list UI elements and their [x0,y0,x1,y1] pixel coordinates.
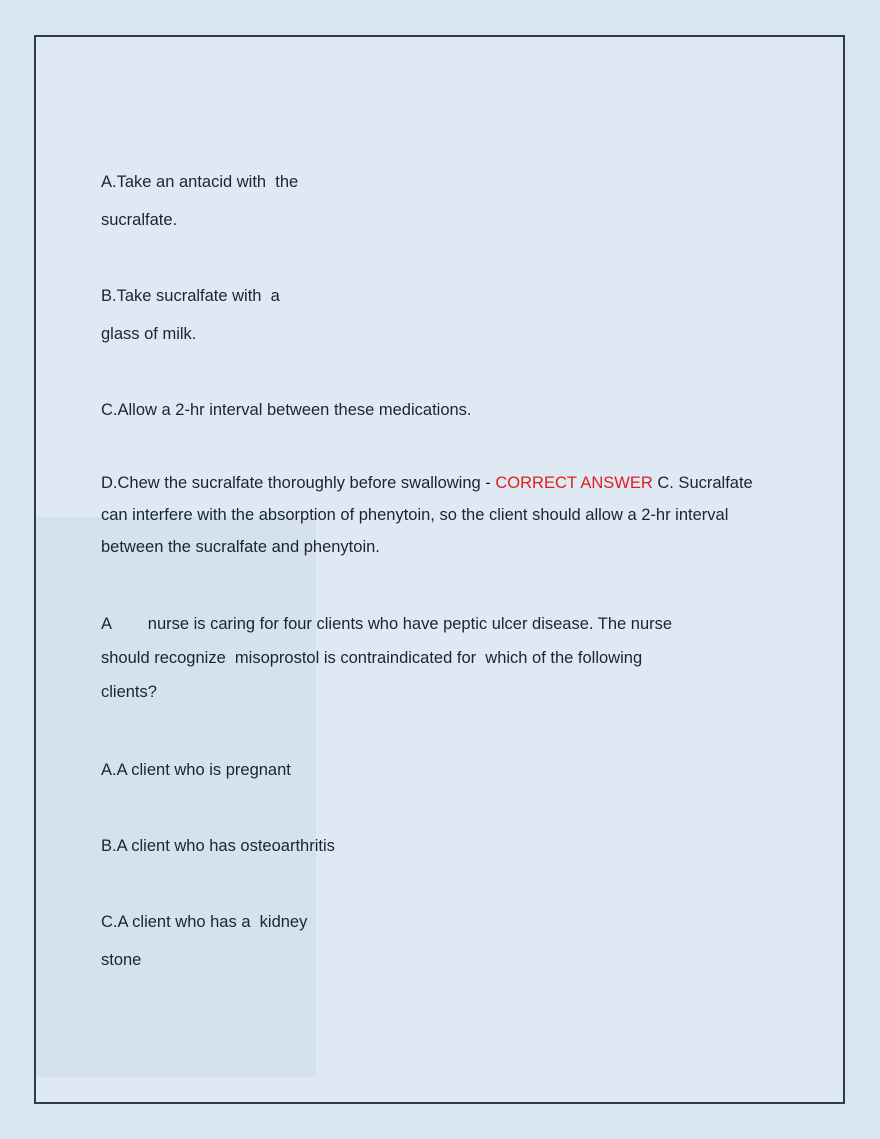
q2-option-c-line1: C.A client who has a kidney [101,913,308,931]
q1-option-d-suffix: C. Sucralfate [652,474,753,492]
q1-rationale-line3: between the sucralfate and phenytoin. [101,538,380,556]
scan-artifact-band [36,517,316,1077]
document-page [34,35,845,1104]
q1-option-b-line1: B.Take sucralfate with a [101,287,280,305]
q1-option-b [101,277,807,353]
q2-stem [101,607,807,709]
correct-answer-marker: CORRECT ANSWER [495,474,653,492]
q2-stem-line3: clients? [101,683,157,701]
q1-option-d-and-answer [101,467,807,563]
q2-option-b [101,827,807,865]
q1-option-a-line2: sucralfate. [101,211,178,229]
q1-option-b-line2: glass of milk. [101,325,197,343]
q1-option-a-line1: A.Take an antacid with the [101,173,299,191]
q1-option-d-prefix: D.Chew the sucralfate thoroughly before swallowing - [101,474,496,492]
q2-option-a [101,751,807,789]
q1-option-c [101,391,807,429]
q2-stem-line1: A nurse is caring for four clients who have peptic ulcer disease. The nurse [101,615,673,633]
q2-stem-line2: should recognize misoprostol is contraindicated for which of the following [101,649,643,667]
q2-option-a-line1: A.A client who is pregnant [101,761,291,779]
q1-option-a [101,163,807,239]
q1-option-d-line1 [101,467,807,499]
q2-option-c [101,903,807,979]
q2-option-c-line2: stone [101,951,142,969]
q2-option-b-line1: B.A client who has osteoarthritis [101,837,335,855]
q1-rationale-line2: can interfere with the absorption of phenytoin, so the client should allow a 2-hr interval [101,506,729,524]
q1-option-c-line1: C.Allow a 2-hr interval between these medications. [101,401,472,419]
